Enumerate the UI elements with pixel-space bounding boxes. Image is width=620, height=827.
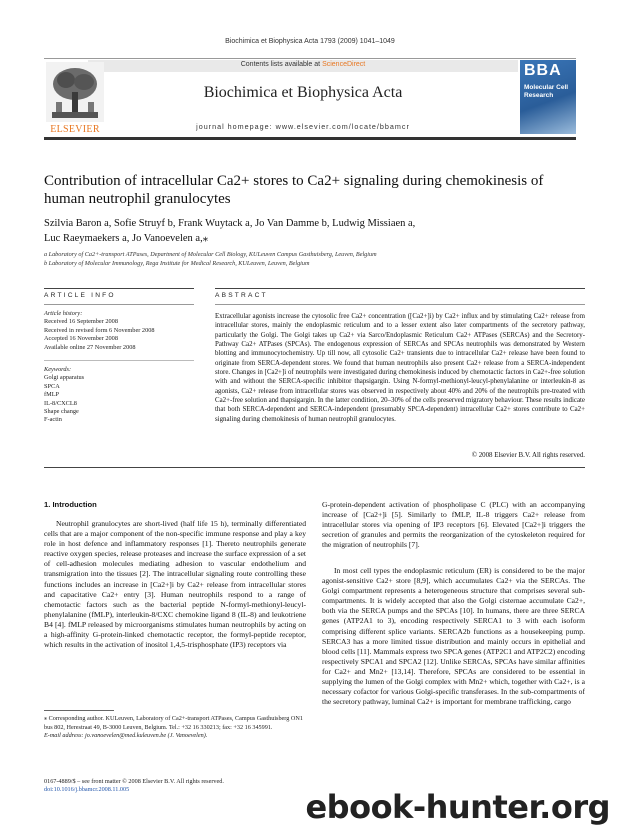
affiliation-b: b Laboratory of Molecular Immunology, Rega Institute for Medical Research, KULeuven, Leuven, Belgium bbox=[44, 260, 310, 267]
homepage-prefix: journal homepage: bbox=[196, 122, 276, 131]
journal-name: Biochimica et Biophysica Acta bbox=[203, 84, 403, 101]
keywords-block bbox=[44, 366, 194, 425]
keywords-label: Keywords: bbox=[44, 366, 72, 373]
abstract-rule bbox=[215, 304, 585, 305]
author-list bbox=[44, 216, 584, 246]
cover-letters: BBA bbox=[524, 62, 562, 79]
running-head: Biochimica et Biophysica Acta 1793 (2009) 1041–1049 bbox=[225, 38, 395, 45]
revised-date: Received in revised form 6 November 2008 bbox=[44, 326, 155, 334]
keywords-rule bbox=[44, 360, 194, 361]
authors-line-1: Szilvia Baron a, Sofie Struyf b, Frank Wuytack a, Jo Van Damme b, Ludwig Missiaen a, bbox=[44, 218, 416, 229]
bottom-metadata bbox=[44, 778, 306, 795]
intro-right-paragraph-1: G-protein-dependent activation of phospholipase C (PLC) with an accompanying increase of [Ca2+]i [5]. Similarly to fMLP, IL-8 triggers Ca2+ release from intracellular stores via opening of IP3 receptors [6]. Elevated [Ca2+]i triggers the secretion of granules and permits the reorganization of the cytoskeleton required for the migration of neutrophils [7]. bbox=[322, 500, 585, 550]
footnote-email[interactable]: E-mail address: jo.vanoevelen@med.kuleuven.be (J. Vanoevelen). bbox=[44, 732, 208, 740]
received-date: Received 16 September 2008 bbox=[44, 318, 118, 326]
keyword-item: F-actin bbox=[44, 416, 62, 424]
authors-line-2: Luc Raeymaekers a, Jo Vanoevelen a,⁎ bbox=[44, 233, 208, 244]
contents-line bbox=[88, 61, 518, 68]
footnote-rule bbox=[44, 710, 114, 711]
intro-right-paragraph-2: In most cell types the endoplasmic reticulum (ER) is considered to be the major agonist-sensitive Ca2+ store [8,9], which accumulates Ca2+ via the SERCAs. The Golgi compartment represents a heterogeneous structure that comprises several sub-compartments. It is widely accepted that also the Golgi cisternae accumulate Ca2+, both via the SERCA pumps and the SPCAs [10]. In humans, there are three SERCA genes (ATP2A1 to 3), encoding respectively SERCA1 to 3 with each isoform comprising different splice variants. SERCA2b functions as a housekeeping pump. SERCA3 has a more limited tissue distribution and mainly occurs in epithelial and blood cells [11]. Mammals express two SPCA genes (ATP2C1 and ATP2C2) encoding respectively SPCA1 and SPCA2 [12]. Unlike SERCAs, SPCAs have similar affinities for Ca2+ and Mn2+ [13,14]. Therefore, SPCAs are considered to be essential in supplying the lumen of the Golgi complex with Mn2+ which, together with Ca2+, is a necessary cofactor for various Golgi-specific transferases. In the sub-compartments of the secretory pathway, luminal Ca2+ is important for membrane trafficking, cargo bbox=[322, 566, 585, 707]
introduction-heading: 1. Introduction bbox=[44, 500, 97, 509]
front-matter-rule bbox=[44, 467, 585, 468]
abstract-text: Extracellular agonists increase the cytosolic free Ca2+ concentration ([Ca2+]i) by Ca2+ influx and by stimulating Ca2+ release from intracellular stores, mainly the endoplasmic reticulum and to a lesser extent also later compartments of the secretory pathway, particularly the Golgi. The Golgi takes up Ca2+ via Sarco/Endoplasmic Reticulum Ca2+ ATPases (SERCAs) and the Secretory-Pathway Ca2+ ATPases (SPCAs). The endogenous expression of SERCAs and SPCAs neutrophils was demonstrated by Western blotting and immunocytochemistry. Up till now, all cytosolic Ca2+ transients due to intracellular Ca2+ release have been found to originate from SERCA-dependent stores. We found that human neutrophils also present Ca2+ release from a SERCA-independent store. Changes in [Ca2+]i of neutrophils were investigated during chemokinesis induced by chemotactic factors in Ca2+-free solution with and without the SERCA-specific inhibitor thapsigargin. Using N-formyl-methionyl-leucyl-phenylalanine or interleukin-8 as agonists, Ca2+ release from intracellular stores was observed in respectively about 40% and 20% of the neutrophils pre-treated with Ca2+-free solution and thapsigargin. In the latter condition, 20–30% of the cells preserved migratory behaviour. These results indicate that both SERCA-dependent and SERCA-independent (presumably SPCA-dependent) intracellular Ca2+ stores contribute to Ca2+ signaling during chemokinesis of human neutrophil granulocytes. bbox=[215, 313, 585, 423]
affiliation-a: a Laboratory of Ca2+-transport ATPases, Department of Molecular Cell Biology, KULeuven Campus Gasthuisberg, Leuven, Belgium bbox=[44, 251, 377, 258]
issn-line: 0167-4889/$ – see front matter © 2008 Elsevier B.V. All rights reserved. bbox=[44, 778, 224, 785]
corresponding-author-footnote bbox=[44, 715, 306, 741]
abstract-copyright: © 2008 Elsevier B.V. All rights reserved. bbox=[471, 452, 585, 459]
sciencedirect-link[interactable]: ScienceDirect bbox=[322, 61, 366, 68]
online-date: Available online 27 November 2008 bbox=[44, 343, 136, 351]
article-info-rule-top bbox=[44, 288, 194, 289]
abstract-rule-top bbox=[215, 288, 585, 289]
intro-left-column: Neutrophil granulocytes are short-lived (half life 15 h), terminally differentiated cells that are a major component of the non-specific immune response and play a key role in host defence and inflammatory responses [1]. Thereto neutrophils generate reactive oxygen species, release proteases and increase the surface expression of a set of cell-adhesion molecules mediating adhesion to vascular endothelium and transmigration into the tissues [2]. The intracellular signaling route controlling these functions includes an increase in [Ca2+]i by Ca2+ release from intracellular stores and capacitative Ca2+ entry [3]. Human neutrophils respond to a range of chemotactic factors such as the bacterial peptide N-formyl-methionyl-leucyl-phenylalanine (fMLP), interleukin-8/CXC chemokine ligand 8 (IL-8) and leukotriene B4 [4]. fMLP released by microorganisms stimulates human neutrophils by acting on a high-affinity G-protein-linked chemotactic receptor, the formyl-peptide receptor, which results in the activation of inositol 1,4,5-trisphosphate (IP3) receptors via bbox=[44, 519, 306, 650]
article-info-heading: ARTICLE INFO bbox=[44, 292, 116, 299]
article-info-rule bbox=[44, 304, 194, 305]
affiliations bbox=[44, 250, 584, 268]
cover-subtitle: Molecular Cell Research bbox=[524, 84, 569, 99]
keyword-item: IL-8/CXCL8 bbox=[44, 399, 77, 407]
elsevier-wordmark: ELSEVIER bbox=[50, 124, 100, 135]
footnote-text: ⁎ Corresponding author. KULeuven, Laboratory of Ca2+-transport ATPases, Campus Gasthuisberg ON1 bus 802, Herestraat 49, B-3000 Leuven, Belgium. Tel.: +32 16 330213; fax: +32 16 345991. bbox=[44, 715, 303, 731]
doi-link[interactable]: doi:10.1016/j.bbamcr.2008.11.005 bbox=[44, 786, 130, 794]
abstract-heading: ABSTRACT bbox=[215, 292, 268, 299]
history-label: Article history: bbox=[44, 310, 83, 317]
keyword-item: fMLP bbox=[44, 391, 60, 399]
keyword-item: Shape change bbox=[44, 408, 79, 416]
keyword-item: SPCA bbox=[44, 382, 60, 390]
article-title: Contribution of intracellular Ca2+ stores to Ca2+ signaling during chemokinesis of human neutrophil granulocytes bbox=[44, 173, 544, 207]
article-history bbox=[44, 310, 194, 352]
contents-prefix: Contents lists available at bbox=[240, 61, 323, 68]
journal-homepage bbox=[88, 122, 518, 131]
accepted-date: Accepted 16 November 2008 bbox=[44, 335, 118, 343]
homepage-url[interactable]: www.elsevier.com/locate/bbamcr bbox=[275, 122, 410, 131]
keyword-item: Golgi apparatus bbox=[44, 374, 85, 382]
watermark: ebook-hunter.org bbox=[305, 788, 610, 826]
